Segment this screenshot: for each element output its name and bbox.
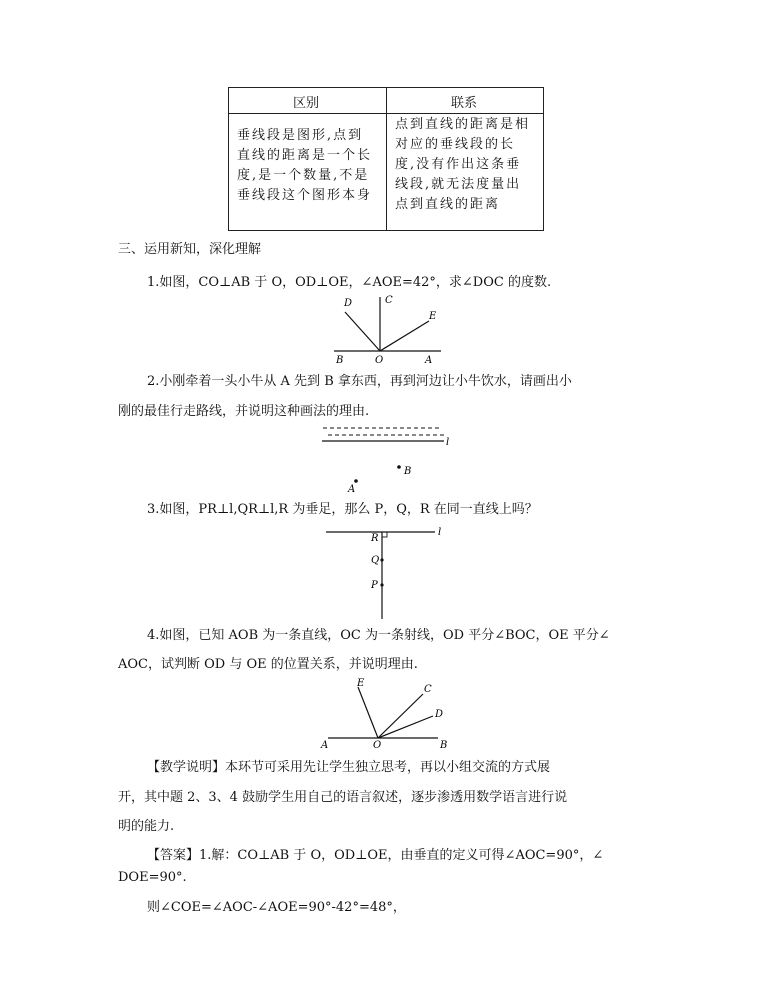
right-angle-mark	[382, 532, 387, 537]
table-header-difference: 区别	[293, 96, 320, 111]
question-2-line1: 2.小刚牵着一头小牛从 A 先到 B 拿东西，再到河边让小牛饮水，请画出小	[147, 374, 572, 389]
label-l: l	[438, 527, 442, 538]
label-A: A	[321, 740, 329, 750]
label-A: A	[425, 355, 433, 366]
question-3-text: 3.如图，PR⊥l,QR⊥l,R 为垂足，那么 P，Q，R 在同一直线上吗？	[147, 502, 538, 517]
table-divider-vertical	[386, 88, 387, 230]
label-E: E	[429, 311, 437, 322]
label-l: l	[446, 437, 450, 448]
point-B	[397, 465, 401, 469]
label-D: D	[435, 709, 444, 720]
label-P: P	[371, 580, 378, 591]
point-A	[354, 479, 358, 483]
answer-line1: 【答案】1.解：CO⊥AB 于 O，OD⊥OE，由垂直的定义可得∠AOC=90°，∠	[147, 848, 604, 863]
table-cell-line: 度,没有作出这条垂	[395, 157, 522, 172]
label-E: E	[357, 678, 365, 689]
question-4-line1: 4.如图，已知 AOB 为一条直线，OC 为一条射线，OD 平分∠BOC，OE 平分∠	[147, 628, 610, 643]
teaching-note-line3: 明的能力.	[118, 819, 175, 834]
table-cell-line: 点到直线的距离	[395, 197, 501, 212]
point-Q	[380, 558, 383, 561]
table-cell-connection	[395, 115, 530, 215]
table-cell-line: 垂线段这个图形本身	[237, 188, 373, 203]
question-2-figure	[318, 424, 458, 494]
section-title: 三、运用新知，深化理解	[118, 242, 262, 257]
label-Q: Q	[371, 555, 380, 566]
answer-line3: 则∠COE=∠AOC-∠AOE=90°-42°=48°，	[147, 900, 406, 915]
label-O: O	[373, 740, 382, 750]
table-cell-line: 度,是一个数量,不是	[237, 168, 370, 183]
table-cell-difference	[237, 126, 372, 206]
table-cell-line: 直线的距离是一个长	[237, 148, 373, 163]
label-B: B	[336, 355, 344, 366]
label-C: C	[424, 684, 432, 695]
teaching-note-line2: 开，其中题 2、3、4 鼓励学生用自己的语言叙述，逐步渗透用数学语言进行说	[118, 790, 568, 805]
teaching-note-line1: 【教学说明】本环节可采用先让学生独立思考，再以小组交流的方式展	[147, 760, 551, 775]
label-A: A	[348, 484, 356, 494]
label-R: R	[371, 533, 379, 544]
table-cell-line: 对应的垂线段的长	[395, 137, 516, 152]
label-B: B	[404, 466, 412, 477]
point-P	[380, 583, 383, 586]
label-B: B	[440, 740, 448, 750]
comparison-table	[228, 87, 544, 231]
answer-line2: DOE=90°.	[118, 870, 187, 885]
question-4-line2: AOC，试判断 OD 与 OE 的位置关系，并说明理由.	[118, 657, 418, 672]
table-cell-line: 垂线段是图形,点到	[237, 128, 364, 143]
question-2-line2: 刚的最佳行走路线，并说明这种画法的理由.	[118, 404, 370, 419]
table-cell-line: 点到直线的距离是相	[395, 117, 531, 132]
question-1-figure	[330, 292, 450, 368]
question-1-text: 1.如图，CO⊥AB 于 O，OD⊥OE，∠AOE=42°，求∠DOC 的度数.	[147, 275, 552, 290]
label-D: D	[344, 298, 353, 309]
table-cell-line: 线段,就无法度量出	[395, 177, 522, 192]
table-header-connection: 联系	[451, 96, 478, 111]
question-3-figure	[320, 524, 450, 622]
question-4-figure	[318, 674, 458, 750]
label-C: C	[385, 295, 393, 306]
label-O: O	[375, 355, 384, 366]
